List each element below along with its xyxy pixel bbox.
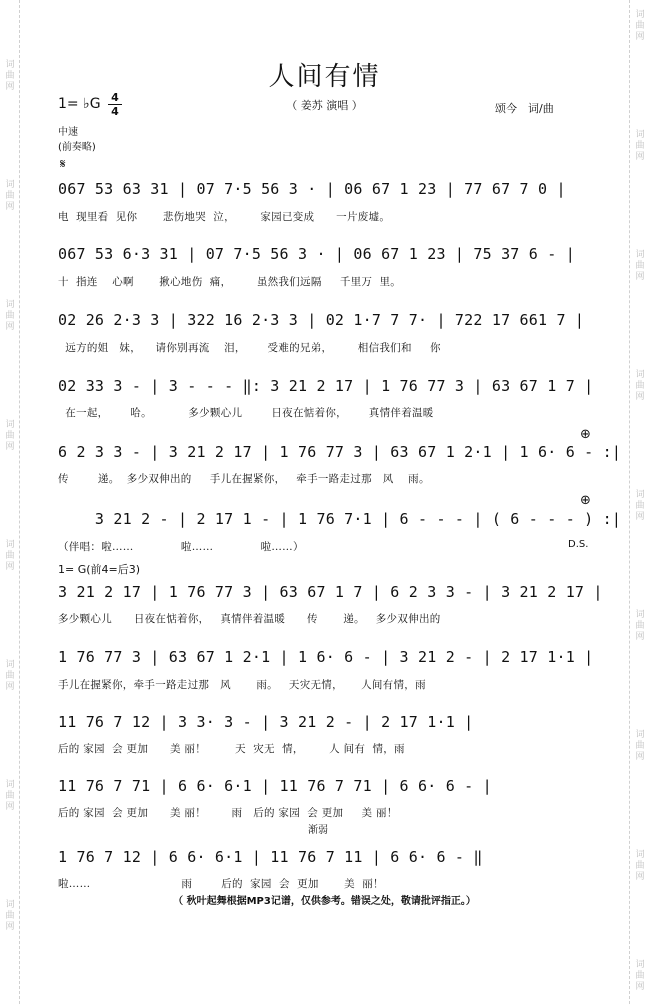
watermark-text: 词曲网: [5, 780, 15, 812]
time-signature-bottom: 4: [111, 105, 119, 118]
watermark-text: 词曲网: [5, 60, 15, 92]
watermark-text: 词曲网: [5, 300, 15, 332]
lyric-row: 啦…… 雨 后的 家园 会 更加 美 丽！: [58, 878, 384, 890]
notation-row: 067 53 63 31 | 07 7·5 56 3 · | 06 67 1 23 | 77 67 7 0 |: [58, 180, 566, 198]
song-title: 人间有情: [268, 62, 381, 92]
watermark-text: 词曲网: [5, 420, 15, 452]
coda-sign: ⊕: [580, 493, 591, 508]
segno-sign: 𝄋: [60, 157, 66, 172]
composer-credit: 颂今 词/曲: [495, 102, 554, 115]
watermark-text: 词曲网: [5, 900, 15, 932]
tempo-marking: 中速: [58, 127, 78, 138]
watermark-text: 词曲网: [5, 540, 15, 572]
notation-row: 1 76 77 3 | 63 67 1 2·1 | 1 6· 6 - | 3 21 2 - | 2 17 1·1 |: [58, 648, 594, 666]
watermark-text: 词曲网: [5, 660, 15, 692]
watermark-text: 词曲网: [635, 850, 645, 882]
notation-row: 02 26 2·3 3 | 322 16 2·3 3 | 02 1·7 7 7· | 722 17 661 7 |: [58, 311, 585, 329]
lyric-row: 后的 家园 会 更加 美 丽！ 雨 后的 家园 会 更加 美 丽！: [58, 807, 398, 819]
lyric-row: 传 递。 多少双伸出的 手儿在握紧你， 牵手一路走过那 风 雨。: [58, 473, 430, 485]
watermark-text: 词曲网: [635, 490, 645, 522]
lyric-row: 电 现里看 见你 悲伤地哭 泣， 家园已变成 一片废墟。: [58, 211, 391, 223]
fade-marking: 渐弱: [308, 825, 328, 836]
coda-sign: ⊕: [580, 427, 591, 442]
lyric-row: 远方的姐 妹， 请你别再流 泪， 受难的兄弟， 相信我们和 你: [58, 342, 441, 354]
prelude-note: (前奏略): [58, 142, 96, 153]
singer-credit: （ 姜苏 演唱 ）: [286, 99, 363, 112]
lyric-row: 在一起， 哈。 多少颗心儿 日夜在惦着你， 真情伴着温暖: [58, 407, 434, 419]
watermark-text: 词曲网: [635, 130, 645, 162]
key-change-marking: 1= G(前4=后3): [58, 563, 141, 576]
lyric-row: （伴唱：啦…… 啦…… 啦……）: [58, 541, 304, 553]
lyric-row: 后的 家园 会 更加 美 丽！ 天 灾无 情， 人 间有 情，雨: [58, 743, 405, 755]
watermark-text: 词曲网: [635, 730, 645, 762]
watermark-text: 词曲网: [635, 610, 645, 642]
watermark-text: 词曲网: [635, 960, 645, 992]
right-watermark-margin: [629, 0, 649, 1004]
notation-row: 3 21 2 17 | 1 76 77 3 | 63 67 1 7 | 6 2 3 3 - | 3 21 2 17 |: [58, 583, 603, 601]
key-signature: 1= ♭G: [58, 96, 101, 112]
lyric-row: 手儿在握紧你，牵手一路走过那 风 雨。 天灾无情， 人间有情，雨: [58, 679, 426, 691]
lyric-row: 十 指连 心啊 揪心地伤 痛， 虽然我们远隔 千里万 里。: [58, 276, 402, 288]
watermark-text: 词曲网: [5, 180, 15, 212]
watermark-text: 词曲网: [635, 10, 645, 42]
lyric-row: 多少颗心儿 日夜在惦着你， 真情伴着温暖 传 递。 多少双伸出的: [58, 613, 441, 625]
time-signature-top: 4: [111, 91, 119, 104]
notation-row: 3 21 2 - | 2 17 1 - | 1 76 7·1 | 6 - - - | ( 6 - - - ) :|: [58, 510, 622, 528]
notation-row: 067 53 6·3 31 | 07 7·5 56 3 · | 06 67 1 23 | 75 37 6 - |: [58, 245, 575, 263]
left-watermark-margin: [0, 0, 20, 1004]
watermark-text: 词曲网: [635, 370, 645, 402]
notation-row: 6 2 3 3 - | 3 21 2 17 | 1 76 77 3 | 63 67 1 2·1 | 1 6· 6 - :|: [58, 443, 622, 461]
time-signature: [108, 92, 122, 117]
transcription-note: （ 秋叶起舞根据MP3记谱，仅供参考。错误之处，敬请批评指正。）: [173, 896, 476, 907]
watermark-text: 词曲网: [635, 250, 645, 282]
notation-row: 11 76 7 71 | 6 6· 6·1 | 11 76 7 71 | 6 6· 6 - |: [58, 777, 492, 795]
notation-row: 11 76 7 12 | 3 3· 3 - | 3 21 2 - | 2 17 1·1 |: [58, 713, 474, 731]
notation-row: 02 33 3 - | 3 - - - ‖: 3 21 2 17 | 1 76 77 3 | 63 67 1 7 |: [58, 377, 594, 395]
ds-marking: D.S.: [568, 539, 589, 550]
notation-row: 1 76 7 12 | 6 6· 6·1 | 11 76 7 11 | 6 6· 6 - ‖: [58, 848, 483, 866]
